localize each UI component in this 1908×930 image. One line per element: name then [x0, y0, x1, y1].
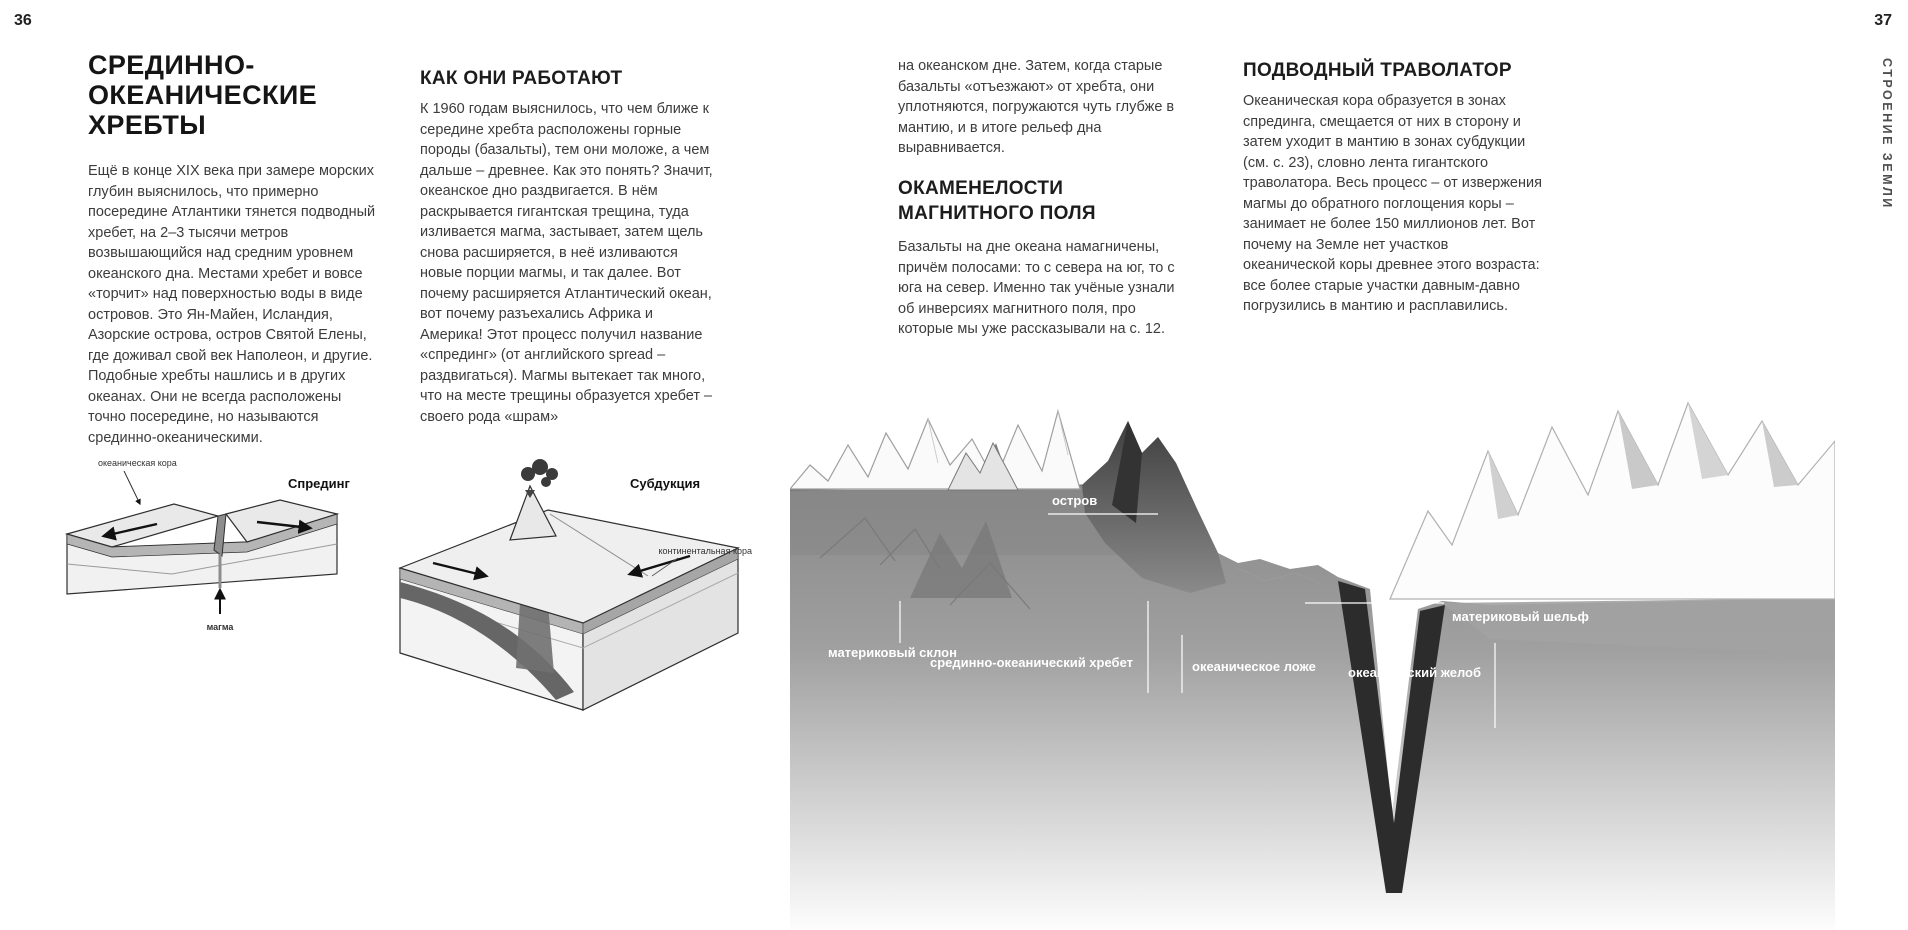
island-label: остров — [1052, 493, 1098, 508]
article-title — [88, 50, 317, 140]
ocean-floor-illustration-svg — [790, 393, 1835, 930]
magnetic-fossils-heading: ОКАМЕНЕЛОСТИ МАГНИТНОГО ПОЛЯ — [898, 178, 1096, 224]
ocean-floor-illustration — [790, 393, 1835, 930]
page-number-right: 37 — [1874, 12, 1892, 29]
spreading-diagram-svg — [52, 452, 362, 652]
crust-pointer-arrow — [124, 471, 140, 504]
smoke-icon — [521, 459, 558, 487]
mid-ocean-ridge-label: срединно-океанический хребет — [930, 655, 1133, 670]
spreading-title: Спрединг — [288, 476, 350, 491]
subduction-diagram-svg — [378, 448, 758, 733]
ocean-trench-label: океанический желоб — [1348, 665, 1482, 680]
subduction-diagram — [378, 448, 758, 738]
continental-crust-label: континентальная кора — [658, 546, 752, 556]
how-they-work-paragraph: К 1960 годам выяснилось, что чем ближе к середине хребта расположены горные породы (базальты), тем они моложе, а чем дальше – древнее. Как это понять? Значит, океанское дно раздвигается. В нём раскрывается гигантская трещина, туда изливается магма, застывает, затем щель снова расширяется, в неё изливаются новые порции магмы, и так далее. Вот почему расширяется Атлантический океан, вот почему разъехались Африка и Америка! Этот процесс получил название «спрединг» (от английского spread – раздвигаться). Магмы вытекает так много, что на месте трещины образуется хребет – своего рода «шрам» — [420, 101, 713, 425]
travolator-paragraph: Океаническая кора образуется в зонах спрединга, смещается от них в сторону и затем уходит в мантию в зонах субдукции (см. с. 23), словно лента гигантского траволатора. Весь процесс – от извержения магмы до обратного поглощения коры – занимает не более 150 миллионов лет. Вот почему на Земле нет участков океанической коры древнее этого возраста: все более старые участки давным-давно погрузились в мантию и расплавились. — [1243, 93, 1542, 314]
subduction-title: Субдукция — [630, 476, 701, 491]
article-title-line2: ОКЕАНИЧЕСКИЕ — [88, 80, 318, 110]
chapter-sidebar-label: СТРОЕНИЕ ЗЕМЛИ — [1880, 58, 1894, 210]
page-number-left: 36 — [14, 12, 32, 29]
spreading-diagram — [52, 452, 362, 657]
article-title-line3: ХРЕБТЫ — [88, 110, 207, 140]
magnetic-fossils-paragraph: Базальты на дне океана намагничены, причём полосами: то с севера на юг, то с юга на север. Именно так учёные узнали об инверсиях магнитного поля, про которые мы уже рассказывали на с. 12. — [898, 239, 1175, 337]
magma-label: магма — [206, 622, 234, 632]
intro-paragraph: Ещё в конце XIX века при замере морских глубин выяснилось, что примерно посередине Атлантики тянется подводный хребет, на 2–3 тысячи метров возвышающийся над средним уровнем океанского дна. Местами хребет и вовсе «торчит» над поверхностью воды в виде островов. Это Ян-Майен, Исландия, Азорские острова, остров Святой Елены, где доживал свой век Наполеон, и другие. Подобные хребты нашлись и в других океанах. Они не всегда расположены точно посередине, но называются срединно-океаническими. — [88, 163, 376, 446]
left-plate-top — [67, 504, 218, 547]
article-title-line1: СРЕДИННО- — [88, 50, 255, 80]
ocean-floor-label: океаническое ложе — [1192, 659, 1316, 674]
how-they-work-heading: КАК ОНИ РАБОТАЮТ — [420, 68, 623, 89]
continental-shelf-label: материковый шельф — [1452, 609, 1589, 624]
oceanic-crust-label: океаническая кора — [98, 458, 177, 468]
travolator-heading: ПОДВОДНЫЙ ТРАВОЛАТОР — [1243, 60, 1512, 81]
continuation-paragraph: на океанском дне. Затем, когда старые базальты «отъезжают» от хребта, они уплотняются, погружаются чуть глубже в мантию, и в итоге рельеф дна выравнивается. — [898, 58, 1175, 156]
continental-slope-label: материковый склон — [828, 645, 957, 660]
